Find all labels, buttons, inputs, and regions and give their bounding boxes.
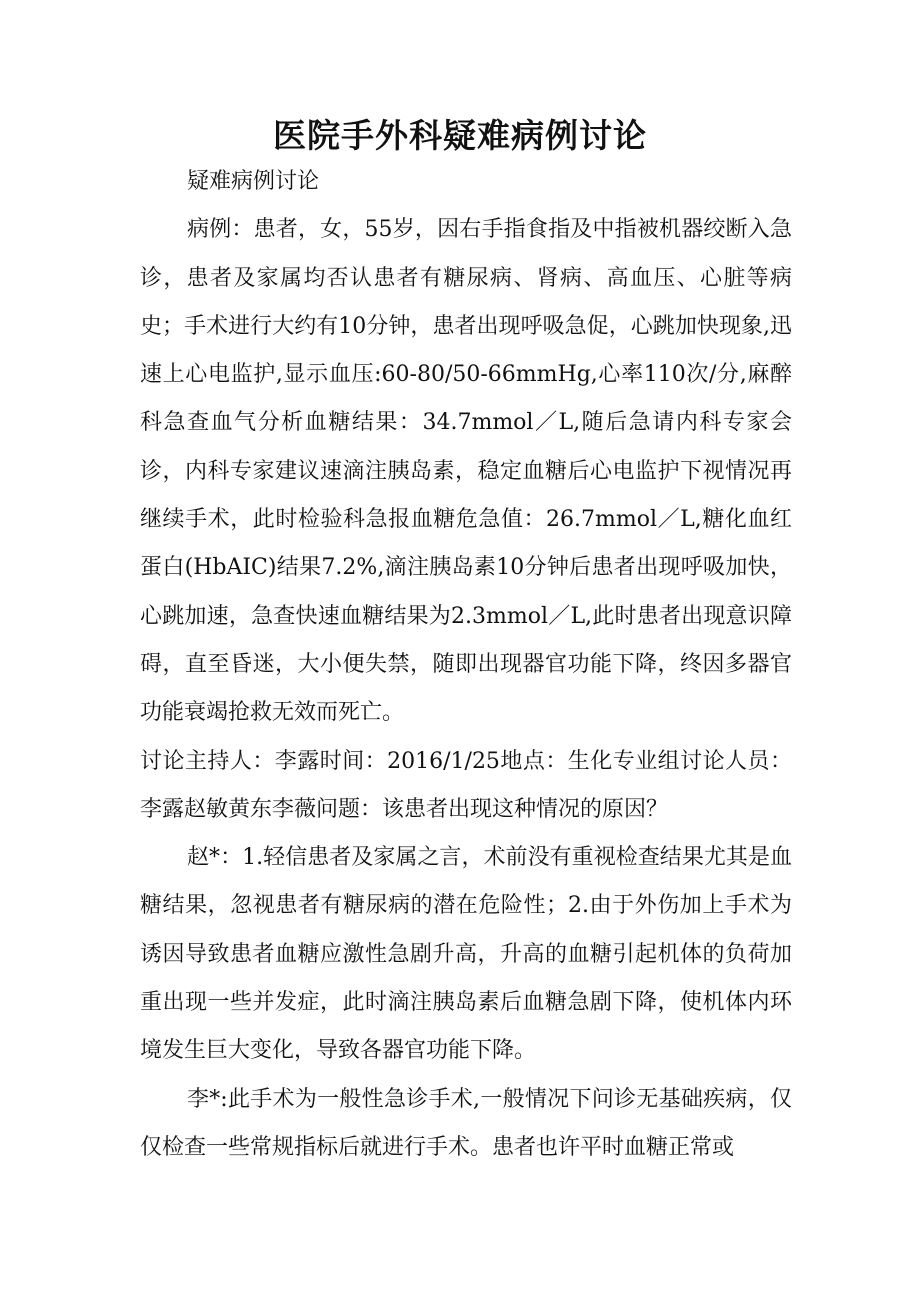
section-heading: 疑难病例讨论 bbox=[187, 169, 320, 194]
li-comment-paragraph: 李*:此手术为一般性急诊手术,一般情况下问诊无基础疾病，仅仅检查一些常规指标后就进行手术。患者也许平时血糖正常或 bbox=[140, 1086, 792, 1160]
zhao-comment-paragraph: 赵*：1.轻信患者及家属之言，术前没有重视检查结果尤其是血糖结果，忽视患者有糖尿病的潜在危险性；2.由于外伤加上手术为诱因导致患者血糖应激性急剧升高，升高的血糖引起机体的负荷加重出现一些并发症，此时滴注胰岛素后血糖急剧下降，使机体内环境发生巨大变化，导致各器官功能下降。 bbox=[140, 845, 792, 1064]
document-title: 医院手外科疑难病例讨论 bbox=[273, 116, 647, 155]
document-body bbox=[140, 158, 792, 1172]
discussion-info-paragraph: 讨论主持人：李露时间：2016/1/25地点：生化专业组讨论人员：李露赵敏黄东李薇问题：该患者出现这种情况的原因？ bbox=[140, 748, 792, 822]
case-description-paragraph: 病例：患者，女，55岁，因右手指食指及中指被机器绞断入急诊，患者及家属均否认患者有糖尿病、肾病、高血压、心脏等病史；手术进行大约有10分钟，患者出现呼吸急促，心跳加快现象,迅速上心电监护,显示血压:60-80/50-66mmHg,心率110次/分,麻醉科急查血气分析血糖结果：34.7mmol／L,随后急请内科专家会诊，内科专家建议速滴注胰岛素，稳定血糖后心电监护下视情况再继续手术，此时检验科急报血糖危急值：26.7mmol／L,糖化血红蛋白(HbAIC)结果7.2%,滴注胰岛素10分钟后患者出现呼吸加快，心跳加速，急查快速血糖结果为2.3mmol／L,此时患者出现意识障碍，直至昏迷，大小便失禁，随即出现器官功能下降，终因多器官功能衰竭抢救无效而死亡。 bbox=[140, 217, 792, 726]
